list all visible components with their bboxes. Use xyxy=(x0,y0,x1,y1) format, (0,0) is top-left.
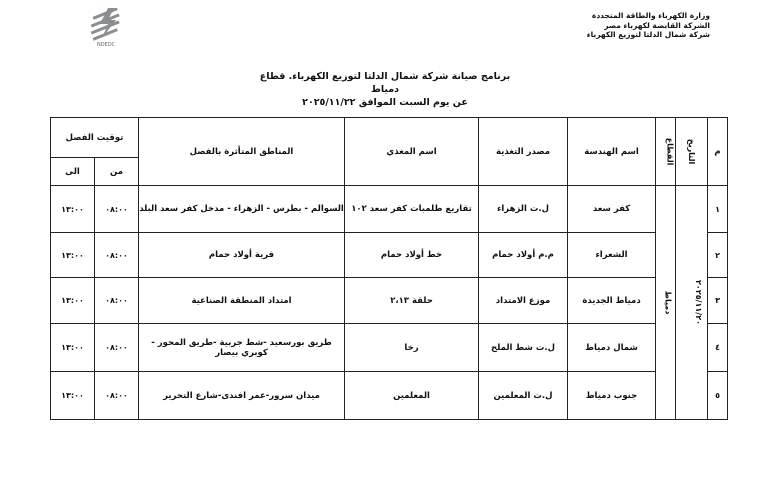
engineering-cell: الشعراء xyxy=(568,233,656,278)
source-cell: ل.ت الزهراء xyxy=(479,186,568,233)
areas-cell: ميدان سرور-عمر افندى-شارع التحرير xyxy=(139,372,345,420)
table-row xyxy=(51,278,728,324)
table-row xyxy=(51,324,728,372)
date-header xyxy=(676,118,708,186)
source-cell: ل.ت شط الملح xyxy=(479,324,568,372)
ministry-header xyxy=(587,11,710,40)
source-header: مصدر التغذية xyxy=(479,118,568,186)
to-cell: ١٣:٠٠ xyxy=(51,372,95,420)
title-line-2: عن يوم السبت الموافق ٢٠٢٥/١١/٢٢ xyxy=(302,97,468,108)
engineering-cell: جنوب دمياط xyxy=(568,372,656,420)
feeder-cell: تقاريع طلمبات كفر سعد ١٠٢ xyxy=(345,186,479,233)
areas-cell: السوالم - بطرس - الزهراء - مدخل كفر سعد البلد xyxy=(139,186,345,233)
from-cell: ٠٨:٠٠ xyxy=(95,372,139,420)
num-header: م xyxy=(708,118,728,186)
engineering-cell: كفر سعد xyxy=(568,186,656,233)
sector-header xyxy=(656,118,676,186)
sector-value: دمياط xyxy=(663,290,673,314)
row-number: ٥ xyxy=(708,372,728,420)
row-number: ١ xyxy=(708,186,728,233)
source-cell: ل.ت المعلمين xyxy=(479,372,568,420)
areas-cell: قرية أولاد حمام xyxy=(139,233,345,278)
ministry-name: وزارة الكهرباء والطاقة المتجددة xyxy=(591,11,710,20)
date-header-label: التاريخ xyxy=(687,138,697,164)
areas-cell: طريق بورسعيد -شط جربية -طريق المحور - كوبري بيصار xyxy=(139,324,345,372)
from-header: من xyxy=(95,158,139,186)
feeder-cell: المعلمين xyxy=(345,372,479,420)
svg-text:NDEDC: NDEDC xyxy=(96,42,116,48)
distribution-company-name: شركة شمال الدلتا لتوزيع الكهرباء xyxy=(586,30,710,40)
row-number: ٢ xyxy=(708,233,728,278)
from-cell: ٠٨:٠٠ xyxy=(95,186,139,233)
company-logo xyxy=(78,8,134,48)
lightning-logo-icon xyxy=(78,8,134,48)
time-header: توقيت الفصل xyxy=(51,118,139,158)
title-line-1: برنامج صيانة شركة شمال الدلتا لتوزيع الكهرباء. قطاع دمياط xyxy=(259,71,511,95)
source-cell: موزع الامتداد xyxy=(479,278,568,324)
sector-cell xyxy=(656,186,676,420)
from-cell: ٠٨:٠٠ xyxy=(95,324,139,372)
to-cell: ١٣:٠٠ xyxy=(51,278,95,324)
table-header-row xyxy=(51,118,728,158)
to-cell: ١٣:٠٠ xyxy=(51,324,95,372)
date-value: ٢٠٢٥/١١/٢٠ xyxy=(693,279,703,325)
engineering-cell: شمال دمياط xyxy=(568,324,656,372)
feeder-cell: خط أولاد حمام xyxy=(345,233,479,278)
table-row xyxy=(51,233,728,278)
maintenance-schedule-table xyxy=(50,117,728,420)
to-cell: ١٣:٠٠ xyxy=(51,186,95,233)
row-number: ٣ xyxy=(708,278,728,324)
feeder-cell: رخا xyxy=(345,324,479,372)
areas-header: المناطق المتأثرة بالفصل xyxy=(139,118,345,186)
to-header: الى xyxy=(51,158,95,186)
source-cell: م.م أولاد حمام xyxy=(479,233,568,278)
from-cell: ٠٨:٠٠ xyxy=(95,278,139,324)
to-cell: ١٣:٠٠ xyxy=(51,233,95,278)
page-title xyxy=(250,70,520,109)
holding-company-name: الشركة القابضة لكهرباء مصر xyxy=(604,20,710,30)
table-row xyxy=(51,186,728,233)
from-cell: ٠٨:٠٠ xyxy=(95,233,139,278)
engineering-cell: دمياط الجديدة xyxy=(568,278,656,324)
feeder-cell: حلقة ٢،١٣ xyxy=(345,278,479,324)
sector-header-label: القطاع xyxy=(665,137,675,165)
row-number: ٤ xyxy=(708,324,728,372)
table-row xyxy=(51,372,728,420)
engineering-header: اسم الهندسة xyxy=(568,118,656,186)
feeder-header: اسم المغذي xyxy=(345,118,479,186)
areas-cell: امتداد المنطقة الصناعية xyxy=(139,278,345,324)
date-cell xyxy=(676,186,708,420)
